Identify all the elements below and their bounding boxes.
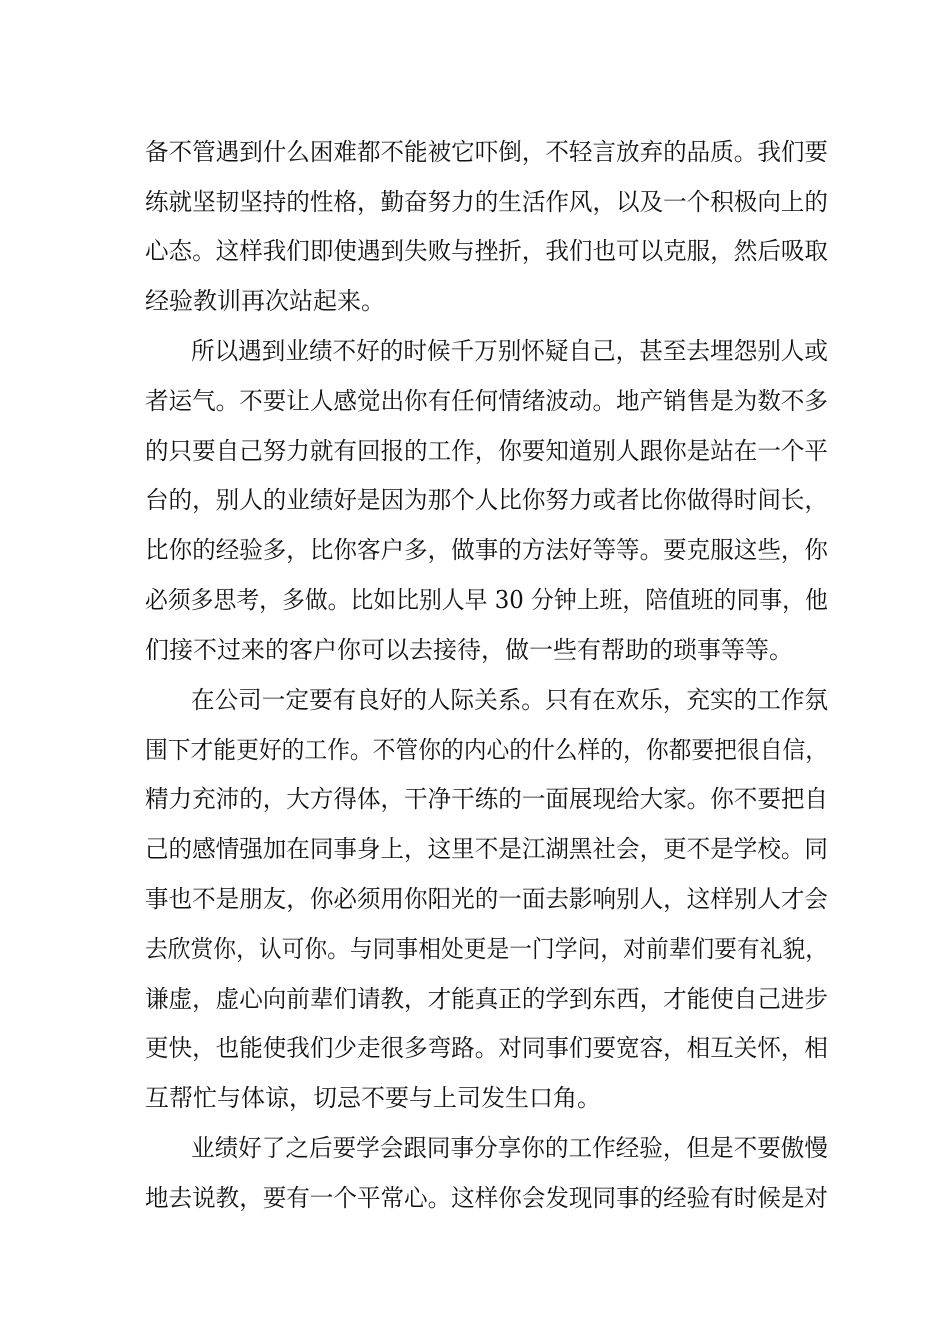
text-line: 练就坚韧坚持的性格，勤奋努力的生活作风，以及一个积极向上的	[145, 188, 828, 216]
text-line: 围下才能更好的工作。不管你的内心的什么样的，你都要把很自信，	[145, 736, 828, 764]
text-line: 互帮忙与体谅，切忌不要与上司发生口角。	[145, 1084, 601, 1112]
text-line: 事也不是朋友，你必须用你阳光的一面去影响别人，这样别人才会	[145, 885, 828, 913]
text-line: 台的，别人的业绩好是因为那个人比你努力或者比你做得时间长，	[145, 486, 828, 514]
text-line: 备不管遇到什么困难都不能被它吓倒，不轻言放弃的品质。我们要	[145, 138, 828, 166]
text-line: 己的感情强加在同事身上，这里不是江湖黑社会，更不是学校。同	[145, 835, 828, 863]
text-line: 心态。这样我们即使遇到失败与挫折，我们也可以克服，然后吸取	[145, 237, 828, 265]
text-line: 的只要自己努力就有回报的工作，你要知道别人跟你是站在一个平	[145, 437, 828, 465]
text-line: 经验教训再次站起来。	[145, 287, 385, 315]
text-line: 谦虚，虚心向前辈们请教，才能真正的学到东西，才能使自己进步	[145, 985, 828, 1013]
text-line: 比你的经验多，比你客户多，做事的方法好等等。要克服这些，你	[145, 536, 828, 564]
text-line: 去欣赏你，认可你。与同事相处更是一门学问，对前辈们要有礼貌，	[145, 935, 828, 963]
text-line: 所以遇到业绩不好的时候千万别怀疑自己，甚至去埋怨别人或	[191, 337, 828, 365]
text-line: 必须多思考，多做。比如比别人早 30 分钟上班，陪值班的同事，他	[145, 586, 828, 614]
text-line: 者运气。不要让人感觉出你有任何情绪波动。地产销售是为数不多	[145, 387, 828, 415]
text-line: 地去说教，要有一个平常心。这样你会发现同事的经验有时候是对	[145, 1184, 828, 1212]
text-line: 业绩好了之后要学会跟同事分享你的工作经验，但是不要傲慢	[191, 1134, 828, 1162]
text-line: 在公司一定要有良好的人际关系。只有在欢乐，充实的工作氛	[191, 686, 828, 714]
text-line: 更快，也能使我们少走很多弯路。对同事们要宽容，相互关怀，相	[145, 1034, 828, 1062]
text-line: 们接不过来的客户你可以去接待，做一些有帮助的琐事等等。	[145, 636, 793, 664]
text-line: 精力充沛的，大方得体，干净干练的一面展现给大家。你不要把自	[145, 785, 828, 813]
